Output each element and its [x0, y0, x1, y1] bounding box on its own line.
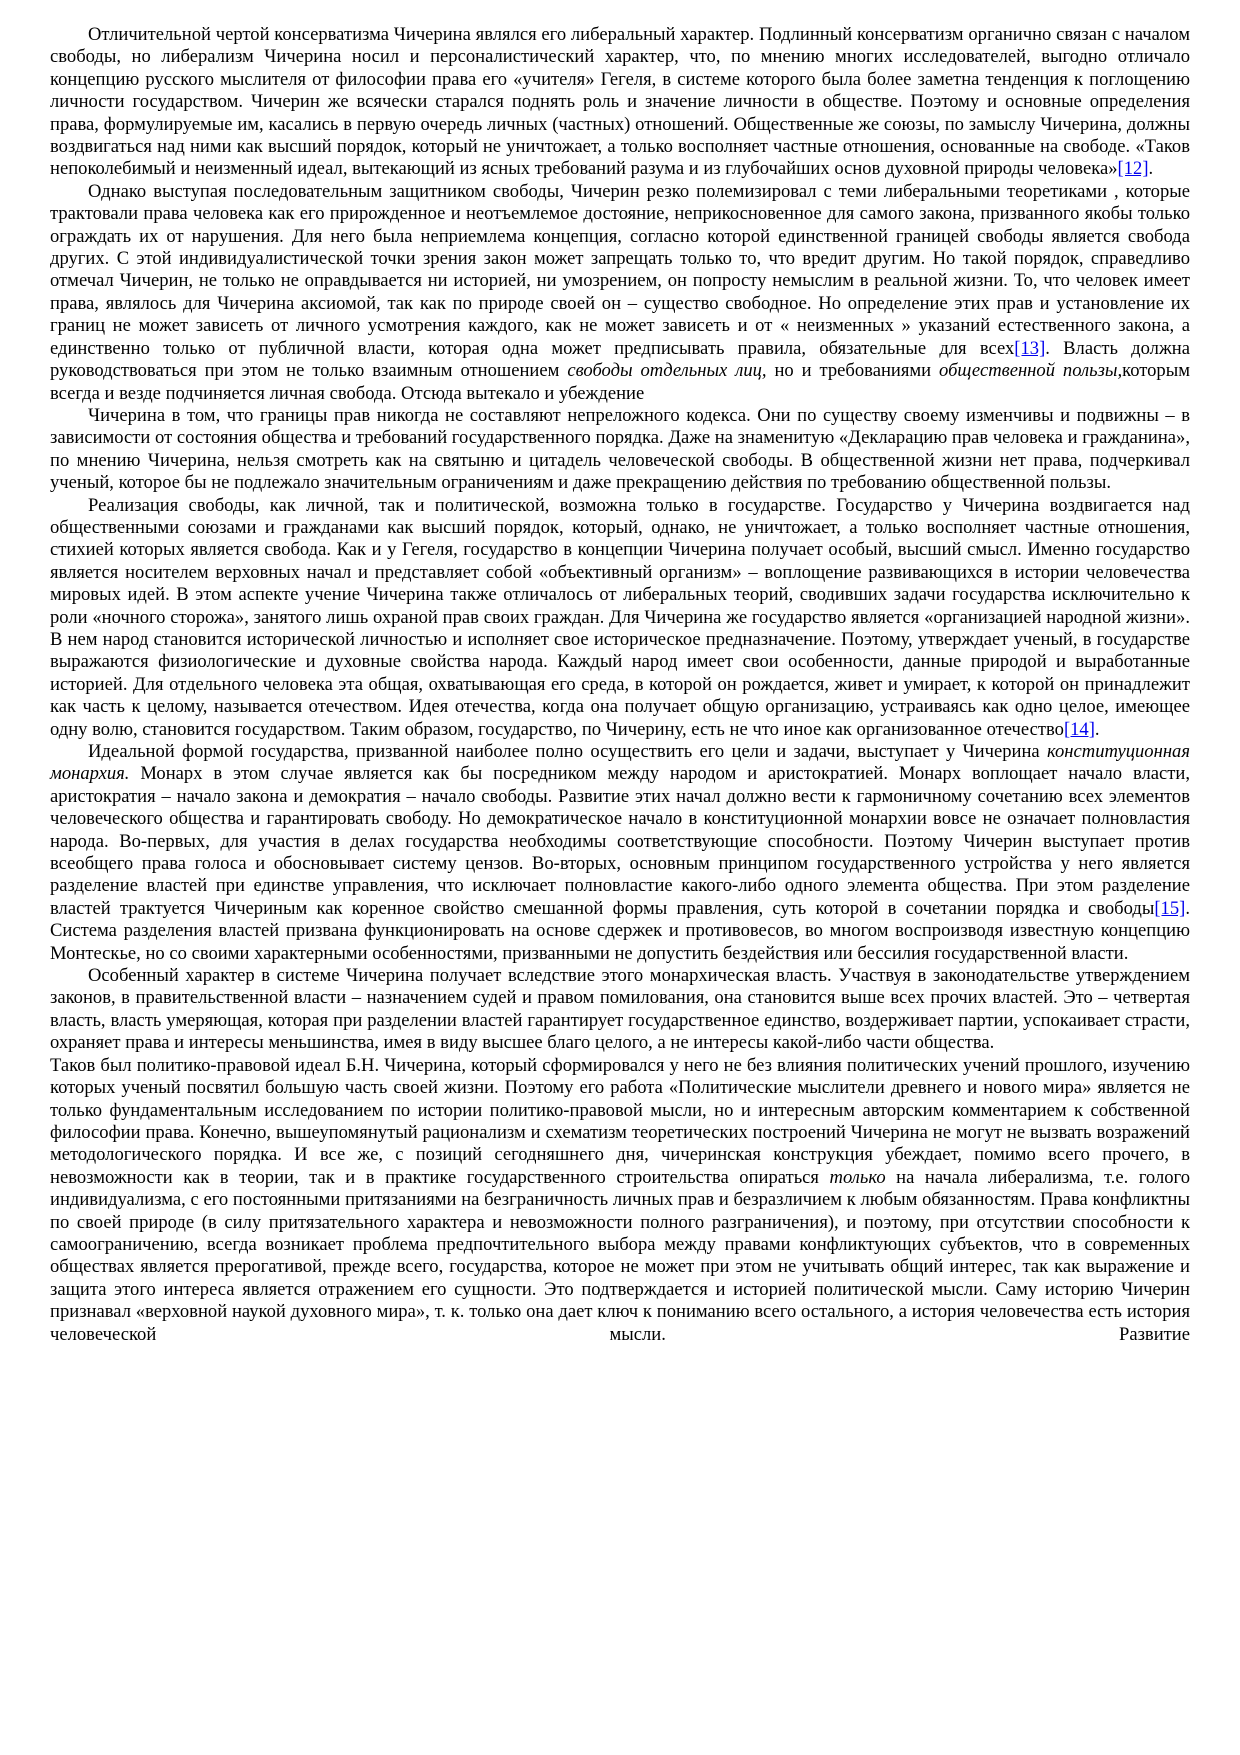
paragraph: Особенный характер в системе Чичерина получает вследствие этого монархическая власть. Участвуя в законодательстве утверждением законов, в правительственной власти – назначением судей и правом помилования, она становится выше всех прочих властей. Это – четвертая власть, власть умеряющая, которая при разделении властей гарантирует государственное единство, воздерживает партии, успокаивает страсти, охраняет права и интересы меньшинства, имея в виду высшее благо целого, а не интересы какой-либо части общества. — [50, 965, 1190, 1054]
paragraph: Однако выступая последовательным защитником свободы, Чичерин резко полемизировал с теми либеральными теоретиками , которые трактовали права человека как его прирожденное и неотъемлемое достояние, неприкосновенное для самого закона, призванного якобы только ограждать их от нарушения. Для него была неприемлема концепция, согласно которой единственной границей свободы является свобода других. С этой индивидуалистической точки зрения закон может запрещать только то, что вредит другим. Но такой порядок, справедливо отмечал Чичерин, не только не оправдывается ни историей, ни умозрением, он попросту немыслим в реальной жизни. То, что человек имеет права, являлось для Чичерина аксиомой, так как по природе своей он – существо свободное. Но определение этих прав и установление их границ не может зависеть от личного усмотрения каждого, как не может зависеть и от « неизменных » указаний естественного закона, а единственно только от публичной власти, которая одна может предписывать правила, обязательные для всех[13]. Власть должна руководствоваться при этом не только взаимным отношением свободы отдельных лиц, но и требованиями общественной пользы,которым всегда и везде подчиняется личная свобода. Отсюда вытекало и убеждение — [50, 180, 1191, 404]
paragraph: Идеальной формой государства, призванной наиболее полно осуществить его цели и задачи, выступает у Чичерина конституционная монархия. Монарх в этом случае является как бы посредником между народом и аристократией. Монарх воплощает начало власти, аристократия – начало закона и демократия – начало свободы. Развитие этих начал должно вести к гармоничному сочетанию всех элементов человеческого общества и гарантировать свободу. Но демократическое начало в конституционной монархии вовсе не означает полновластия народа. Во-первых, для участия в делах государства необходимы соответствующие способности. Поэтому Чичерин выступает против всеобщего права голоса и обосновывает систему цензов. Во-вторых, основным принципом государственного устройства у него является разделение властей при единстве управления, что исключает полновластие какого-либо одного элемента общества. При этом разделение властей трактуется Чичериным как коренное свойство смешанной формы правления, суть которой в сочетании порядка и свободы[15]. Система разделения властей призвана функционировать на основе сдержек и противовесов, во многом воспроизводя известную концепцию Монтескье, но со своими характерными особенностями, призванными не допустить бездействия или бессилия государственной власти. — [50, 741, 1190, 964]
paragraph: Отличительной чертой консерватизма Чичерина являлся его либеральный характер. Подлинный консерватизм органично связан с началом свободы, но либерализм Чичерина носил и персоналистический характер, что, по мнению многих исследователей, выгодно отличало концепцию русского мыслителя от философии права его «учителя» Гегеля, в системе которого была более заметна тенденция к поглощению личности государством. Чичерин же всячески старался поднять роль и значение личности в обществе. Поэтому и основные определения права, формулируемые им, касались в первую очередь личных (частных) отношений. Общественные же союзы, по замыслу Чичерина, должны воздвигаться над ними как высший порядок, который не уничтожает, а только восполняет частные отношения, основанные на свободе. «Таков непоколебимый и неизменный идеал, вытекающий из ясных требований разума и из глубочайших основ духовной природы человека»[12]. — [50, 24, 1190, 180]
footnote-link-14[interactable]: [14] — [1063, 718, 1095, 740]
paragraph: Таков был политико-правовой идеал Б.Н. Чичерина, который сформировался у него не без влияния политических учений прошлого, изучению которых ученый посвятил большую часть своей жизни. Поэтому его работа «Политические мыслители древнего и нового мира» является не только фундаментальным исследованием по истории политико-правовой мысли, но и интересным авторским комментарием к собственной философии права. Конечно, вышеупомянутый рационализм и схематизм теоретических построений Чичерина не могут не вызвать возражений методологического порядка. И все же, с позиций сегодняшнего дня, чичеринская конструкция убеждает, помимо всего прочего, в невозможности как в теории, так и в практике государственного строительства опираться только на начала либерализма, т.е. голого индивидуализма, с его постоянными притязаниями на безграничность личных прав и безразличием к любым обязанностям. Права конфликтны по своей природе (в силу притязательного характера и невозможности полного разграничения), и поэтому, при отсутствии способности к самоограничению, всегда возникает проблема предпочтительного выбора между правами конфликтующих субъектов, что в современных обществах является прерогативой, прежде всего, государства, которое не может при этом не учитывать общий интерес, так как выражение и защита этого интереса является отражением его сущности. Это подтверждается и историей политической мысли. Саму историю Чичерин признавал «верховной наукой духовного мира», т. к. только она дает ключ к пониманию всего остального, а история человечества есть история человеческой мысли. Развитие — [50, 1054, 1190, 1345]
footnote-link-13[interactable]: [13] — [1014, 337, 1046, 359]
document-page — [50, 24, 1190, 1346]
footnote-link-15[interactable]: [15] — [1154, 897, 1186, 919]
paragraph: Чичерина в том, что границы прав никогда не составляют непреложного кодекса. Они по существу своему изменчивы и подвижны – в зависимости от состояния общества и требований государственного порядка. Даже на знаменитую «Декларацию прав человека и гражданина», по мнению Чичерина, нельзя смотреть как на святыню и цитадель человеческой свободы. В общественной жизни нет права, подчеркивал ученый, которое бы не подлежало значительным ограничениям и даже прекращению действия по требованию общественной пользы. — [50, 404, 1190, 494]
paragraph: Реализация свободы, как личной, так и политической, возможна только в государстве. Государство у Чичерина воздвигается над общественными союзами и гражданами как высший порядок, который, однако, не уничтожает, а только восполняет частные отношения, стихией которых является свобода. Как и у Гегеля, государство в концепции Чичерина получает особый, высший смысл. Именно государство является носителем верховных начал и представляет собой «объективный организм» – воплощение развивающихся в истории человечества мировых идей. В этом аспекте учение Чичерина также отличалось от либеральных теорий, сводивших задачи государства исключительно к роли «ночного сторожа», занятого лишь охраной прав своих граждан. Для Чичерина же государство является «организацией народной жизни». В нем народ становится исторической личностью и исполняет свое историческое предназначение. Поэтому, утверждает ученый, в государстве выражаются физиологические и духовные свойства народа. Каждый народ имеет свои особенности, данные природой и выработанные историей. Для отдельного человека эта общая, охватывающая его среда, в которой он рождается, живет и умирает, к которой он принадлежит как часть к целому, называется отечеством. Идея отечества, когда она получает общую организацию, устраиваясь как одно целое, имеющее одну волю, становится государством. Таким образом, государство, по Чичерину, есть не что иное как организованное отечество[14]. — [50, 494, 1190, 740]
footnote-link-12[interactable]: [12] — [1117, 158, 1149, 180]
